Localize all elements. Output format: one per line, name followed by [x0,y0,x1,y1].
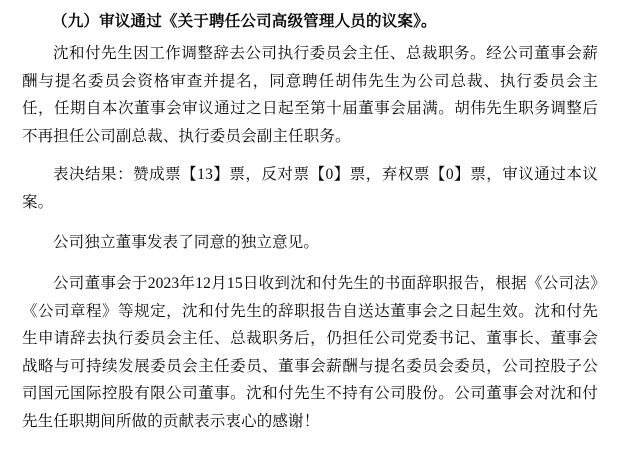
paragraph-resignation-details: 公司董事会于2023年12月15日收到沈和付先生的书面辞职报告，根据《公司法》《公司章程》等规定，沈和付先生的辞职报告自送达董事会之日起生效。沈和付先生申请辞去执行委员会主任、总裁职务后，仍担任公司党委书记、董事长、董事会战略与可持续发展委员会主任委员、董事会薪酬与提名委员会委员，公司控股子公司国元国际控股有限公司董事。沈和付先生不持有公司股份。公司董事会对沈和付先生任职期间所做的贡献表示衷心的感谢！ [22,275,598,430]
paragraph-appointment-details: 沈和付先生因工作调整辞去公司执行委员会主任、总裁职务。经公司董事会薪酬与提名委员会资格审查并提名，同意聘任胡伟先生为公司总裁、执行委员会主任，任期自本次董事会审议通过之日起至第十届董事会届满。胡伟先生职务调整后不再担任公司副总裁、执行委员会副主任职务。 [22,45,598,145]
section-heading: （九）审议通过《关于聘任公司高级管理人员的议案》。 [52,13,437,30]
paragraph-independent-directors-opinion: 公司独立董事发表了同意的独立意见。 [53,234,320,252]
paragraph-vote-result: 表决结果：赞成票【13】票，反对票【0】票，弃权票【0】票，审议通过本议案。 [22,166,598,211]
